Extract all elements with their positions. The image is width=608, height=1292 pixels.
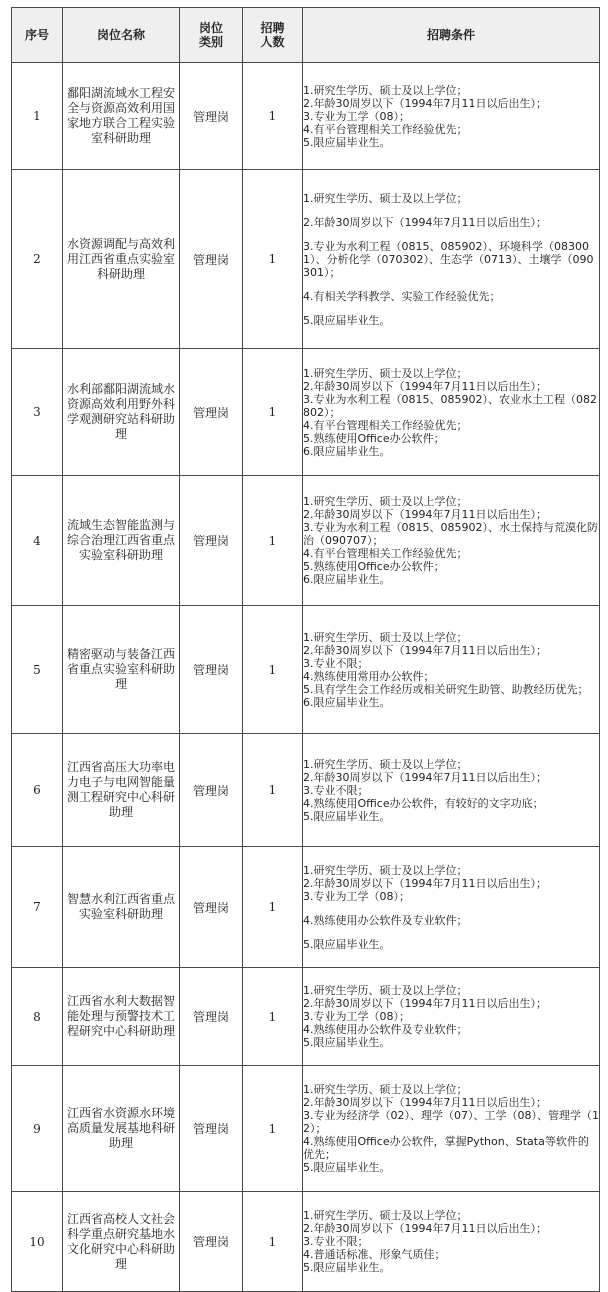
requirement-line: 4.有相关学科教学、实验工作经验优先；	[303, 289, 501, 303]
requirement-line: 2.年龄30周岁以下（1994年7月11日以后出生）；	[303, 1222, 547, 1235]
position-name: 鄱阳湖流域水工程安全与资源高效利用国家地方联合工程实验室科研助理	[63, 63, 180, 170]
requirement-line: 5.限应届毕业生。	[303, 135, 391, 149]
position-category: 管理岗	[180, 968, 243, 1066]
row-index: 7	[12, 847, 63, 968]
hire-count: 1	[243, 734, 303, 847]
requirement-line: 1.研究生学历、硕士及以上学位；	[303, 366, 468, 380]
position-name: 流域生态智能监测与综合治理江西省重点实验室科研助理	[63, 476, 180, 606]
requirement-line: 4.有平台管理相关工作经验优先；	[303, 122, 468, 136]
requirement-line: 3.专业不限；	[303, 1235, 369, 1248]
position-category: 管理岗	[180, 170, 243, 349]
requirement-line: 3.专业不限；	[303, 783, 369, 797]
requirements	[303, 476, 600, 606]
row-index: 4	[12, 476, 63, 606]
requirement-line: 3.专业为工学（08）；	[303, 109, 410, 123]
requirement-line: 1.研究生学历、硕士及以上学位；	[303, 863, 468, 877]
requirement-line: 2.年龄30周岁以下（1994年7月11日以后出生）；	[303, 508, 547, 521]
requirement-line: 3.专业为工学（08）；	[303, 889, 410, 903]
requirements	[303, 968, 600, 1066]
requirement-line: 3.专业为经济学（02）、理学（07）、工学（08）、管理学（12）；	[303, 1109, 599, 1135]
position-name: 精密驱动与装备江西省重点实验室科研助理	[63, 606, 180, 734]
row-index: 3	[12, 349, 63, 476]
requirement-line: 4.熟练使用办公软件及专业软件；	[303, 1023, 468, 1036]
header-conditions: 招聘条件	[303, 8, 600, 63]
table-row	[12, 170, 600, 349]
spacer	[303, 303, 599, 314]
position-name: 水利部鄱阳湖流域水资源高效利用野外科学观测研究站科研助理	[63, 349, 180, 476]
recruitment-table	[11, 7, 600, 1292]
requirements	[303, 170, 600, 349]
requirement-line: 5.限应届毕业生。	[303, 1036, 391, 1049]
table-row	[12, 63, 600, 170]
table-row	[12, 1066, 600, 1192]
requirement-line: 4.熟练使用常用办公软件；	[303, 669, 435, 683]
table-row	[12, 606, 600, 734]
requirement-line: 1.研究生学历、硕士及以上学位；	[303, 984, 468, 997]
position-category: 管理岗	[180, 349, 243, 476]
position-category: 管理岗	[180, 476, 243, 606]
requirement-line: 5.限应届毕业生。	[303, 809, 391, 823]
hire-count: 1	[243, 476, 303, 606]
requirement-line: 3.专业不限；	[303, 656, 369, 670]
table-row	[12, 968, 600, 1066]
requirements	[303, 1192, 600, 1292]
hire-count: 1	[243, 170, 303, 349]
position-category: 管理岗	[180, 63, 243, 170]
requirement-line: 2.年龄30周岁以下（1994年7月11日以后出生）；	[303, 96, 547, 110]
hire-count: 1	[243, 968, 303, 1066]
requirement-line: 3.专业为水利工程（0815、085902）、水土保持与荒漠化防治（090707）；	[303, 521, 598, 547]
header-index: 序号	[12, 8, 63, 63]
requirement-line: 2.年龄30周岁以下（1994年7月11日以后出生）；	[303, 876, 547, 890]
spacer	[303, 229, 599, 240]
table-row	[12, 734, 600, 847]
spacer	[303, 927, 599, 938]
requirement-line: 1.研究生学历、硕士及以上学位；	[303, 495, 468, 508]
requirement-line: 2.年龄30周岁以下（1994年7月11日以后出生）；	[303, 770, 547, 784]
table-row	[12, 476, 600, 606]
requirement-line: 1.研究生学历、硕士及以上学位；	[303, 757, 468, 771]
requirement-line: 5.熟练使用Office办公软件；	[303, 560, 445, 573]
row-index: 10	[12, 1192, 63, 1292]
hire-count: 1	[243, 1066, 303, 1192]
requirements	[303, 606, 600, 734]
requirement-line: 1.研究生学历、硕士及以上学位；	[303, 83, 468, 97]
requirement-line: 2.年龄30周岁以下（1994年7月11日以后出生）；	[303, 997, 547, 1010]
header-count	[243, 8, 303, 63]
requirement-line: 4.熟练使用办公软件及专业软件；	[303, 913, 468, 927]
hire-count: 1	[243, 63, 303, 170]
table-row	[12, 847, 600, 968]
requirement-line: 6.限应届毕业生。	[303, 573, 391, 586]
position-name: 江西省水资源水环境高质量发展基地科研助理	[63, 1066, 180, 1192]
requirement-line: 1.研究生学历、硕士及以上学位；	[303, 630, 468, 644]
requirement-line: 4.有平台管理相关工作经验优先；	[303, 418, 468, 432]
requirement-line: 5.限应届毕业生。	[303, 1261, 391, 1274]
hire-count: 1	[243, 349, 303, 476]
row-index: 2	[12, 170, 63, 349]
hire-count: 1	[243, 606, 303, 734]
header-count-label: 招聘人数	[260, 21, 285, 49]
header-name: 岗位名称	[63, 8, 180, 63]
position-name: 智慧水利江西省重点实验室科研助理	[63, 847, 180, 968]
position-category: 管理岗	[180, 734, 243, 847]
requirements	[303, 1066, 600, 1192]
requirement-line: 6.限应届毕业生。	[303, 695, 391, 709]
requirement-line: 4.熟练使用Office办公软件，有较好的文字功底；	[303, 796, 544, 810]
requirements	[303, 349, 600, 476]
requirement-line: 1.研究生学历、硕士及以上学位；	[303, 191, 468, 205]
requirement-line: 5.具有学生会工作经历或相关研究生助管、助教经历优先；	[303, 682, 589, 696]
table-row	[12, 349, 600, 476]
position-name: 江西省高压大功率电力电子与电网智能量测工程研究中心科研助理	[63, 734, 180, 847]
spacer	[303, 205, 599, 216]
row-index: 8	[12, 968, 63, 1066]
spacer	[303, 903, 599, 914]
position-category: 管理岗	[180, 1192, 243, 1292]
header-row	[12, 8, 600, 63]
hire-count: 1	[243, 1192, 303, 1292]
position-category: 管理岗	[180, 606, 243, 734]
position-name: 江西省水利大数据智能处理与预警技术工程研究中心科研助理	[63, 968, 180, 1066]
spacer	[303, 279, 599, 290]
requirements	[303, 63, 600, 170]
requirement-line: 3.专业为工学（08）；	[303, 1010, 410, 1023]
position-name: 水资源调配与高效利用江西省重点实验室科研助理	[63, 170, 180, 349]
requirement-line: 3.专业为水利工程（0815、085902）、环境科学（083001）、分析化学（070302）、生态学（0713）、土壤学（090301）；	[303, 239, 594, 279]
position-category: 管理岗	[180, 1066, 243, 1192]
position-category: 管理岗	[180, 847, 243, 968]
table-row	[12, 1192, 600, 1292]
header-category	[180, 8, 243, 63]
requirement-line: 2.年龄30周岁以下（1994年7月11日以后出生）；	[303, 215, 547, 229]
requirement-line: 6.限应届毕业生。	[303, 444, 391, 458]
requirement-line: 2.年龄30周岁以下（1994年7月11日以后出生）；	[303, 643, 547, 657]
requirements	[303, 847, 600, 968]
hire-count: 1	[243, 847, 303, 968]
requirement-line: 5.熟练使用Office办公软件；	[303, 431, 445, 445]
requirement-line: 1.研究生学历、硕士及以上学位；	[303, 1209, 468, 1222]
row-index: 1	[12, 63, 63, 170]
row-index: 9	[12, 1066, 63, 1192]
requirement-line: 2.年龄30周岁以下（1994年7月11日以后出生）；	[303, 379, 547, 393]
table-header	[12, 8, 600, 63]
requirement-line: 5.限应届毕业生。	[303, 1161, 391, 1174]
requirement-line: 3.专业为水利工程（0815、085902）、农业水土工程（082802）；	[303, 392, 597, 419]
requirement-line: 1.研究生学历、硕士及以上学位；	[303, 1083, 468, 1096]
table-body	[12, 63, 600, 1292]
requirements	[303, 734, 600, 847]
row-index: 6	[12, 734, 63, 847]
requirement-line: 2.年龄30周岁以下（1994年7月11日以后出生）；	[303, 1096, 547, 1109]
header-category-label: 岗位类别	[198, 21, 223, 49]
row-index: 5	[12, 606, 63, 734]
requirement-line: 4.有平台管理相关工作经验优先；	[303, 547, 468, 560]
position-name: 江西省高校人文社会科学重点研究基地水文化研究中心科研助理	[63, 1192, 180, 1292]
requirement-line: 4.普通话标准、形象气质佳；	[303, 1248, 446, 1261]
requirement-line: 4.熟练使用Office办公软件，掌握Python、Stata等软件的优先；	[303, 1135, 589, 1161]
requirement-line: 5.限应届毕业生。	[303, 937, 391, 951]
requirement-line: 5.限应届毕业生。	[303, 313, 391, 327]
